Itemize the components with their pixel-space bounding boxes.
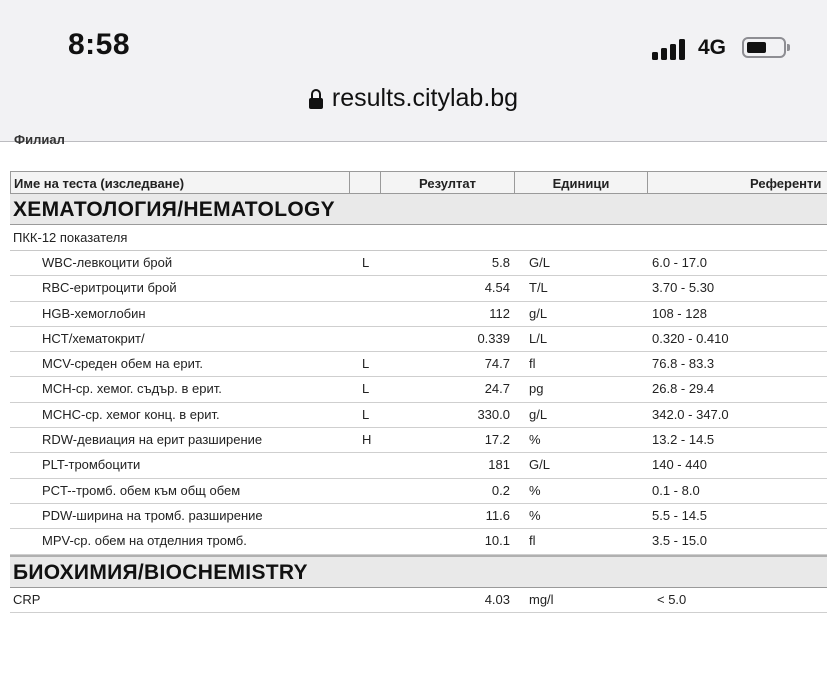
address-url[interactable]: results.citylab.bg: [331, 84, 519, 112]
reference-range: 3.5 - 15.0: [652, 533, 707, 549]
status-time: 8:58: [68, 28, 131, 61]
unit: %: [529, 432, 541, 448]
table-header: [10, 171, 827, 194]
result-value: 0.2: [491, 482, 510, 498]
test-name: RDW-девиация на ерит разширение: [42, 432, 263, 448]
result-value: 4.03: [484, 591, 510, 607]
result-value: 24.7: [484, 381, 510, 397]
table-row: [10, 327, 827, 352]
hematology-rows: [10, 251, 827, 555]
reference-range: 0.1 - 8.0: [652, 482, 700, 498]
table-row: [10, 352, 827, 377]
test-name: PDW-ширина на тромб. разширение: [42, 507, 263, 523]
cellular-signal-icon: [652, 38, 692, 60]
test-name: WBC-левкоцити брой: [42, 255, 173, 270]
unit: fl: [529, 533, 536, 549]
result-value: 17.2: [484, 432, 510, 448]
result-value: 5.8: [491, 255, 510, 270]
unit: G/L: [529, 457, 550, 473]
address-bar[interactable]: [0, 84, 827, 124]
flag: L: [362, 381, 370, 397]
section-title-biochemistry: БИОХИМИЯ/BIOCHEMISTRY: [10, 555, 827, 588]
reference-range: 140 - 440: [652, 457, 707, 473]
result-value: 4.54: [484, 280, 510, 296]
table-row: [10, 588, 827, 613]
reference-range: 3.70 - 5.30: [652, 280, 715, 296]
table-row: [10, 377, 827, 402]
test-name: CRP: [13, 591, 41, 607]
result-value: 330.0: [477, 406, 510, 422]
network-type: 4G: [698, 36, 727, 59]
result-value: 0.339: [477, 330, 510, 346]
unit: %: [529, 482, 541, 498]
flag: L: [362, 255, 370, 270]
battery-icon: [742, 37, 786, 58]
reference-range: 26.8 - 29.4: [652, 381, 715, 397]
table-row: [10, 302, 827, 327]
reference-range: 76.8 - 83.3: [652, 356, 715, 372]
partial-label: Филиал: [14, 132, 65, 147]
flag: L: [362, 406, 370, 422]
reference-range: 6.0 - 17.0: [652, 255, 707, 270]
result-value: 181: [488, 457, 510, 473]
test-name: HCT/хематокрит/: [42, 330, 145, 346]
group-label: ПКК-12 показателя: [10, 225, 827, 251]
test-name: PLT-тромбоцити: [42, 457, 141, 473]
reference-range: 5.5 - 14.5: [652, 507, 707, 523]
test-name: RBC-еритроцити брой: [42, 280, 177, 296]
flag: L: [362, 356, 370, 372]
table-row: [10, 251, 827, 276]
unit: %: [529, 507, 541, 523]
table-row: [10, 453, 827, 478]
unit: L/L: [529, 330, 548, 346]
reference-range: 342.0 - 347.0: [652, 406, 729, 422]
header-test-name: Име на теста (изследване): [11, 172, 350, 193]
reference-range: < 5.0: [657, 591, 687, 607]
unit: fl: [529, 356, 536, 372]
unit: pg: [529, 381, 544, 397]
table-row: [10, 276, 827, 301]
unit: mg/l: [529, 591, 554, 607]
table-row: [10, 428, 827, 453]
browser-chrome: [0, 0, 827, 142]
test-name: MCH-ср. хемог. съдър. в ерит.: [42, 381, 222, 397]
results-table: [10, 171, 827, 613]
result-value: 74.7: [484, 356, 510, 372]
unit: g/L: [529, 305, 548, 321]
table-row: [10, 504, 827, 529]
table-row: [10, 529, 827, 554]
unit: g/L: [529, 406, 548, 422]
biochemistry-rows: [10, 588, 827, 613]
section-title-hematology: ХЕМАТОЛОГИЯ/HEMATOLOGY: [10, 194, 827, 225]
test-name: HGB-хемоглобин: [42, 305, 146, 321]
result-value: 11.6: [485, 507, 510, 523]
test-name: MPV-ср. обем на отделния тромб.: [42, 533, 247, 549]
header-units: Единици: [515, 172, 648, 193]
unit: G/L: [529, 255, 550, 270]
table-row: [10, 403, 827, 428]
flag: H: [362, 432, 372, 448]
table-row: [10, 479, 827, 504]
test-name: PCT--тромб. обем към общ обем: [42, 482, 241, 498]
reference-range: 0.320 - 0.410: [652, 330, 729, 346]
reference-range: 108 - 128: [652, 305, 707, 321]
test-name: MCHC-ср. хемог конц. в ерит.: [42, 406, 220, 422]
lock-icon: [309, 89, 323, 109]
header-flag: [350, 172, 381, 193]
header-reference: Референти: [750, 176, 822, 191]
test-name: MCV-среден обем на ерит.: [42, 356, 203, 372]
unit: T/L: [529, 280, 548, 296]
result-value: 112: [489, 305, 510, 321]
result-value: 10.1: [484, 533, 510, 549]
header-result: Резултат: [381, 172, 515, 193]
reference-range: 13.2 - 14.5: [652, 432, 715, 448]
